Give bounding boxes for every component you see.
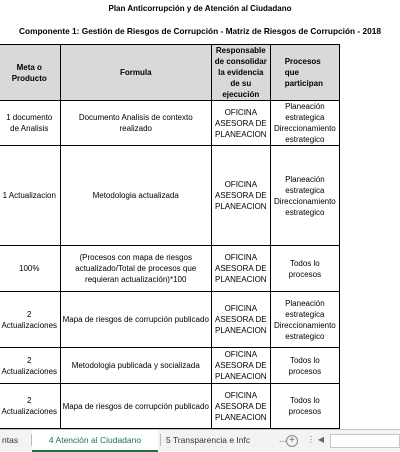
add-sheet-button[interactable]: +: [286, 435, 298, 447]
table-row: [0, 348, 340, 384]
cell-meta[interactable]: 2 Actualizaciones: [0, 384, 60, 429]
horizontal-scrollbar[interactable]: [330, 434, 400, 448]
header-row: [0, 45, 340, 101]
cell-responsable[interactable]: OFICINA ASESORA DE PLANEACION: [211, 384, 270, 429]
cell-procesos[interactable]: Planeación estrategica Direccionamiento estrategico: [270, 292, 339, 348]
cell-meta[interactable]: 1 Actualizacion: [0, 146, 60, 246]
cell-responsable[interactable]: OFICINA ASESORA DE PLANEACION: [211, 146, 270, 246]
sheet-tab-atencion-ciudadano[interactable]: 4 Atención al Ciudadano: [32, 430, 158, 452]
tab-separator: [160, 434, 161, 446]
sheet-title: Plan Anticorrupción y de Atención al Ciudadano: [108, 4, 292, 13]
cell-procesos[interactable]: Todos lo procesos: [270, 384, 339, 429]
table-row: [0, 101, 340, 146]
cell-responsable[interactable]: OFICINA ASESORA DE PLANEACION: [211, 101, 270, 146]
cell-procesos[interactable]: Todos lo procesos: [270, 348, 339, 384]
cell-formula[interactable]: Documento Analisis de contexto realizado: [60, 101, 211, 146]
cell-formula[interactable]: (Procesos con mapa de riesgos actualizado/Total de procesos que requieran actualización)*100: [60, 246, 211, 292]
cell-formula[interactable]: Mapa de riesgos de corrupción publicado: [60, 384, 211, 429]
header-cell-procesos[interactable]: Procesos que participan: [270, 45, 339, 101]
cell-procesos[interactable]: Planeación estrategica Direccionamiento estrategico: [270, 146, 339, 246]
cell-responsable[interactable]: OFICINA ASESORA DE PLANEACION: [211, 292, 270, 348]
header-cell-responsable[interactable]: Responsable de consolidar la evidencia de su ejecución: [211, 45, 270, 101]
sheet-subtitle: Componente 1: Gestión de Riesgos de Corrupción - Matriz de Riesgos de Corrupción - 2018: [19, 26, 381, 36]
cell-formula[interactable]: Metodologia publicada y socializada: [60, 348, 211, 384]
cell-formula[interactable]: Mapa de riesgos de corrupción publicado: [60, 292, 211, 348]
table-row: [0, 146, 340, 246]
header-cell-meta[interactable]: Meta o Producto: [0, 45, 60, 101]
table-row: [0, 292, 340, 348]
cell-meta[interactable]: 100%: [0, 246, 60, 292]
cell-formula[interactable]: Metodologia actualizada: [60, 146, 211, 246]
sheet-tab-transparencia[interactable]: 5 Transparencia e Infc: [166, 435, 251, 445]
sheet-tab-previous[interactable]: ntas: [2, 435, 19, 445]
cell-procesos[interactable]: Todos lo procesos: [270, 246, 339, 292]
scroll-left-icon[interactable]: ◀: [317, 435, 325, 444]
header-cell-formula[interactable]: Formula: [60, 45, 211, 101]
table-row: [0, 246, 340, 292]
cell-meta[interactable]: 2 Actualizaciones: [0, 348, 60, 384]
risk-matrix-table: [0, 44, 340, 429]
cell-procesos[interactable]: Planeación estrategica Direccionamiento estrategico: [270, 101, 339, 146]
cell-meta[interactable]: 2 Actualizaciones: [0, 292, 60, 348]
separator-vertical-icon: ⋮: [307, 435, 315, 444]
cell-responsable[interactable]: OFICINA ASESORA DE PLANEACION: [211, 246, 270, 292]
cell-meta[interactable]: 1 documento de Analisis: [0, 101, 60, 146]
sheet-tab-bar: [0, 429, 400, 451]
more-sheets-button[interactable]: ...: [278, 434, 288, 445]
cell-responsable[interactable]: OFICINA ASESORA DE PLANEACION: [211, 348, 270, 384]
table-row: [0, 384, 340, 429]
